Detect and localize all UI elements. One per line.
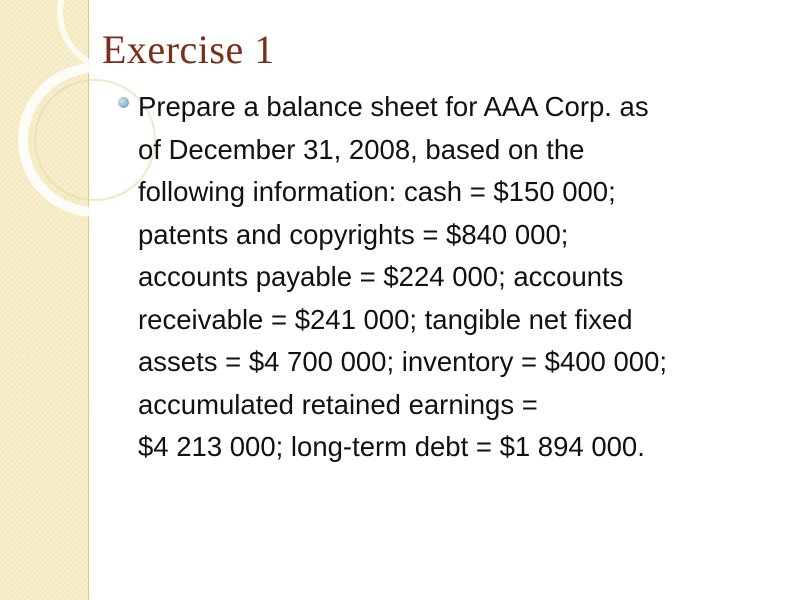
slide-body — [118, 86, 778, 469]
bullet-item — [118, 86, 778, 469]
slide-title: Exercise 1 — [102, 27, 275, 72]
bullet-icon — [118, 97, 129, 108]
bullet-text: Prepare a balance sheet for AAA Corp. as of December 31, 2008, based on the following information: cash = $150 000; patents and copyrights = $840 000; accounts payable = $224 000; accounts receivable = $241 000; tangible net fixed assets = $4 700 000; inventory = $400 000; accumulated retained earnings = $4 213 000; long-term debt = $1 894 000. — [138, 91, 667, 462]
decorative-side-band — [0, 0, 89, 600]
